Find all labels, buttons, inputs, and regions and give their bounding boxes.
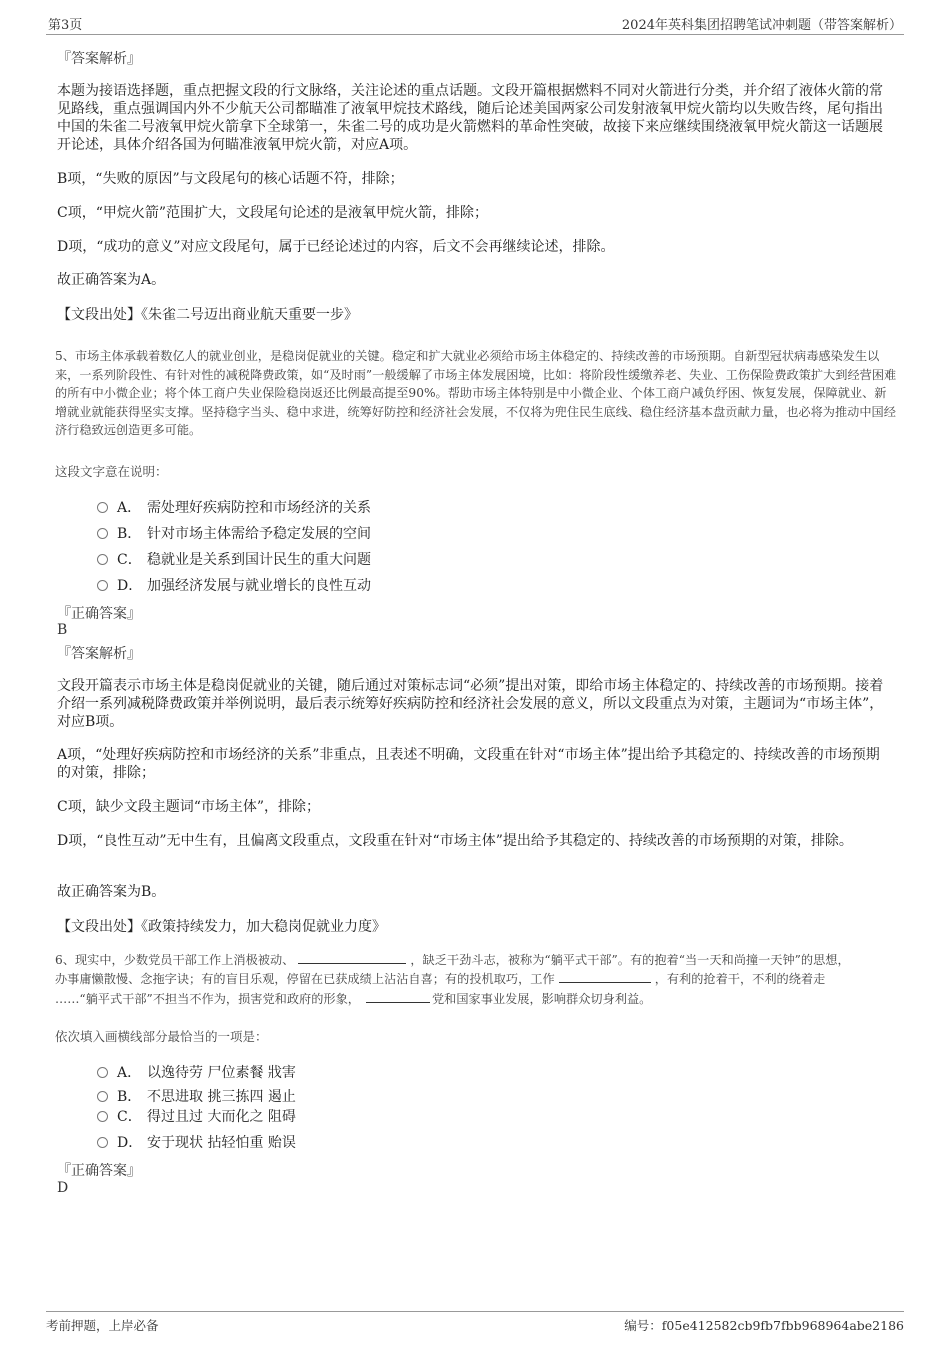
q5-option-b[interactable]: B． 针对市场主体需给予稳定发展的空间: [97, 523, 371, 543]
q4-source-label: 【文段出处】: [57, 307, 141, 323]
q5-d-note: D项，“良性互动”无中生有，且偏离文段重点，文段重在针对“市场主体”提出给予其稳定的、持续改善的市场预期的对策，排除。: [57, 833, 853, 849]
q5-answer-label: 『正确答案』: [57, 606, 141, 622]
q4-analysis-main: 本题为接语选择题，重点把握文段的行文脉络，关注论述的重点话题。文段开篇根据燃料不同对火箭进行分类，并介绍了液体火箭的常见路线，重点强调国内外不少航天公司都瞄准了液氧甲烷技术路线，随后论述美国两家公司发射液氧甲烷火箭均以失败告终，尾句指出中国的朱雀二号液氧甲烷火箭拿下全球第一，朱雀二号的成功是火箭燃料的革命性突破，故接下来应继续围绕液氧甲烷火箭这一话题展开论述，具体介绍各国为何瞄准液氧甲烷火箭，对应A项。: [57, 83, 883, 153]
q5-option-d[interactable]: D． 加强经济发展与就业增长的良性互动: [97, 575, 371, 595]
q5-c-note: C项，缺少文段主题词“市场主体”，排除；: [57, 799, 321, 815]
radio-icon[interactable]: [97, 580, 108, 591]
q5-source: [57, 916, 386, 936]
q6-stem-line2: 办事庸懒散慢、念拖字诀；有的盲目乐观，停留在已获成绩上沾沾自喜；有的投机取巧，工作 ，有利的抢着干，不利的绕着走: [55, 972, 826, 986]
q5-analysis-label: 『答案解析』: [57, 646, 141, 662]
q5-option-a[interactable]: A． 需处理好疾病防控和市场经济的关系: [97, 497, 371, 517]
q5-a-note: A项，“处理好疾病防控和市场经济的关系”非重点，且表述不明确，文段重在针对“市场主体”提出给予其稳定的、持续改善的市场预期的对策，排除；: [57, 747, 880, 781]
q5-source-label: 【文段出处】: [57, 919, 141, 935]
q6-option-d[interactable]: D． 安于现状 拈轻怕重 贻误: [97, 1132, 296, 1152]
q6-prompt: 依次填入画横线部分最恰当的一项是：: [55, 1029, 268, 1044]
radio-icon[interactable]: [97, 1067, 108, 1078]
q4-conclusion: 故正确答案为A。: [57, 272, 166, 288]
q5-source-title: 《政策持续发力，加大稳岗促就业力度》: [141, 919, 386, 935]
q5-conclusion: 故正确答案为B。: [57, 884, 166, 900]
q4-source-title: 《朱雀二号迈出商业航天重要一步》: [141, 307, 358, 323]
footer-code: 编号：f05e412582cb9fb7fbb968964abe2186: [624, 1318, 904, 1333]
q6-blank-3[interactable]: [366, 990, 430, 1003]
q5-option-c[interactable]: C． 稳就业是关系到国计民生的重大问题: [97, 549, 371, 569]
q5-analysis-main: 文段开篇表示市场主体是稳岗促就业的关键，随后通过对策标志词“必须”提出对策，即给市场主体稳定的、持续改善的市场预期。接着介绍一系列减税降费政策并举例说明，最后表示统筹好疾病防控和经济社会发展的意义，所以文段重点为对策，主题词为“市场主体”，对应B项。: [57, 678, 884, 730]
q6-answer-label: 『正确答案』: [57, 1163, 141, 1179]
q4-c-note: C项，“甲烷火箭”范围扩大，文段尾句论述的是液氧甲烷火箭，排除；: [57, 205, 489, 221]
q4-source: [57, 304, 358, 324]
q6-option-a[interactable]: A． 以逸待劳 尸位素餐 戕害: [97, 1062, 296, 1082]
radio-icon[interactable]: [97, 1091, 108, 1102]
page-header: [46, 12, 904, 35]
q6-blank-2[interactable]: [559, 970, 651, 983]
q5-stem: 5、市场主体承载着数亿人的就业创业，是稳岗促就业的关键。稳定和扩大就业必须给市场主体稳定的、持续改善的市场预期。自新型冠状病毒感染发生以来，一系列阶段性、有针对性的减税降费政策，如“及时雨”一般缓解了市场主体发展困境，比如：将阶段性缓缴养老、失业、工伤保险费政策扩大到经营困难的所有中小微企业；将个体工商户失业保险稳岗返还比例最高提至90%。帮助市场主体特别是中小微企业、个体工商户减负纾困、恢复发展，保障就业、新增就业就能获得坚实支撑。坚持稳字当头、稳中求进，统筹好防控和经济社会发展，不仅将为兜住民生底线、稳住经济基本盘贡献力量，也必将为推动中国经济行稳致远创造更多可能。: [55, 349, 897, 437]
q6-stem-line3: ……“躺平式干部”不担当不作为，损害党和政府的形象， 党和国家事业发展，影响群众切身利益。: [55, 992, 652, 1006]
footer-slogan: 考前押题，上岸必备: [46, 1318, 159, 1333]
radio-icon[interactable]: [97, 1137, 108, 1148]
q4-d-note: D项，“成功的意义”对应文段尾句，属于已经论述过的内容，后文不会再继续论述，排除。: [57, 239, 615, 255]
document-title: 2024年英科集团招聘笔试冲刺题（带答案解析）: [621, 18, 902, 33]
q5-answer: B: [57, 622, 68, 638]
q6-blank-1[interactable]: [298, 951, 406, 964]
q6-stem-line1: 6、现实中，少数党员干部工作上消极被动、 ，缺乏干劲斗志，被称为“躺平式干部”。有的抱着“当一天和尚撞一天钟”的思想，: [55, 953, 850, 967]
radio-icon[interactable]: [97, 528, 108, 539]
q5-prompt: 这段文字意在说明：: [55, 464, 168, 479]
q4-b-note: B项，“失败的原因”与文段尾句的核心话题不符，排除；: [57, 171, 404, 187]
q4-analysis-label: 『答案解析』: [57, 51, 141, 67]
q6-option-c[interactable]: C． 得过且过 大而化之 阻碍: [97, 1106, 296, 1126]
page-number: 第3页: [48, 18, 83, 33]
radio-icon[interactable]: [97, 502, 108, 513]
radio-icon[interactable]: [97, 1111, 108, 1122]
page-footer: [46, 1311, 904, 1334]
radio-icon[interactable]: [97, 554, 108, 565]
q6-answer: D: [57, 1180, 69, 1196]
q6-option-b[interactable]: B． 不思进取 挑三拣四 遏止: [97, 1086, 296, 1106]
